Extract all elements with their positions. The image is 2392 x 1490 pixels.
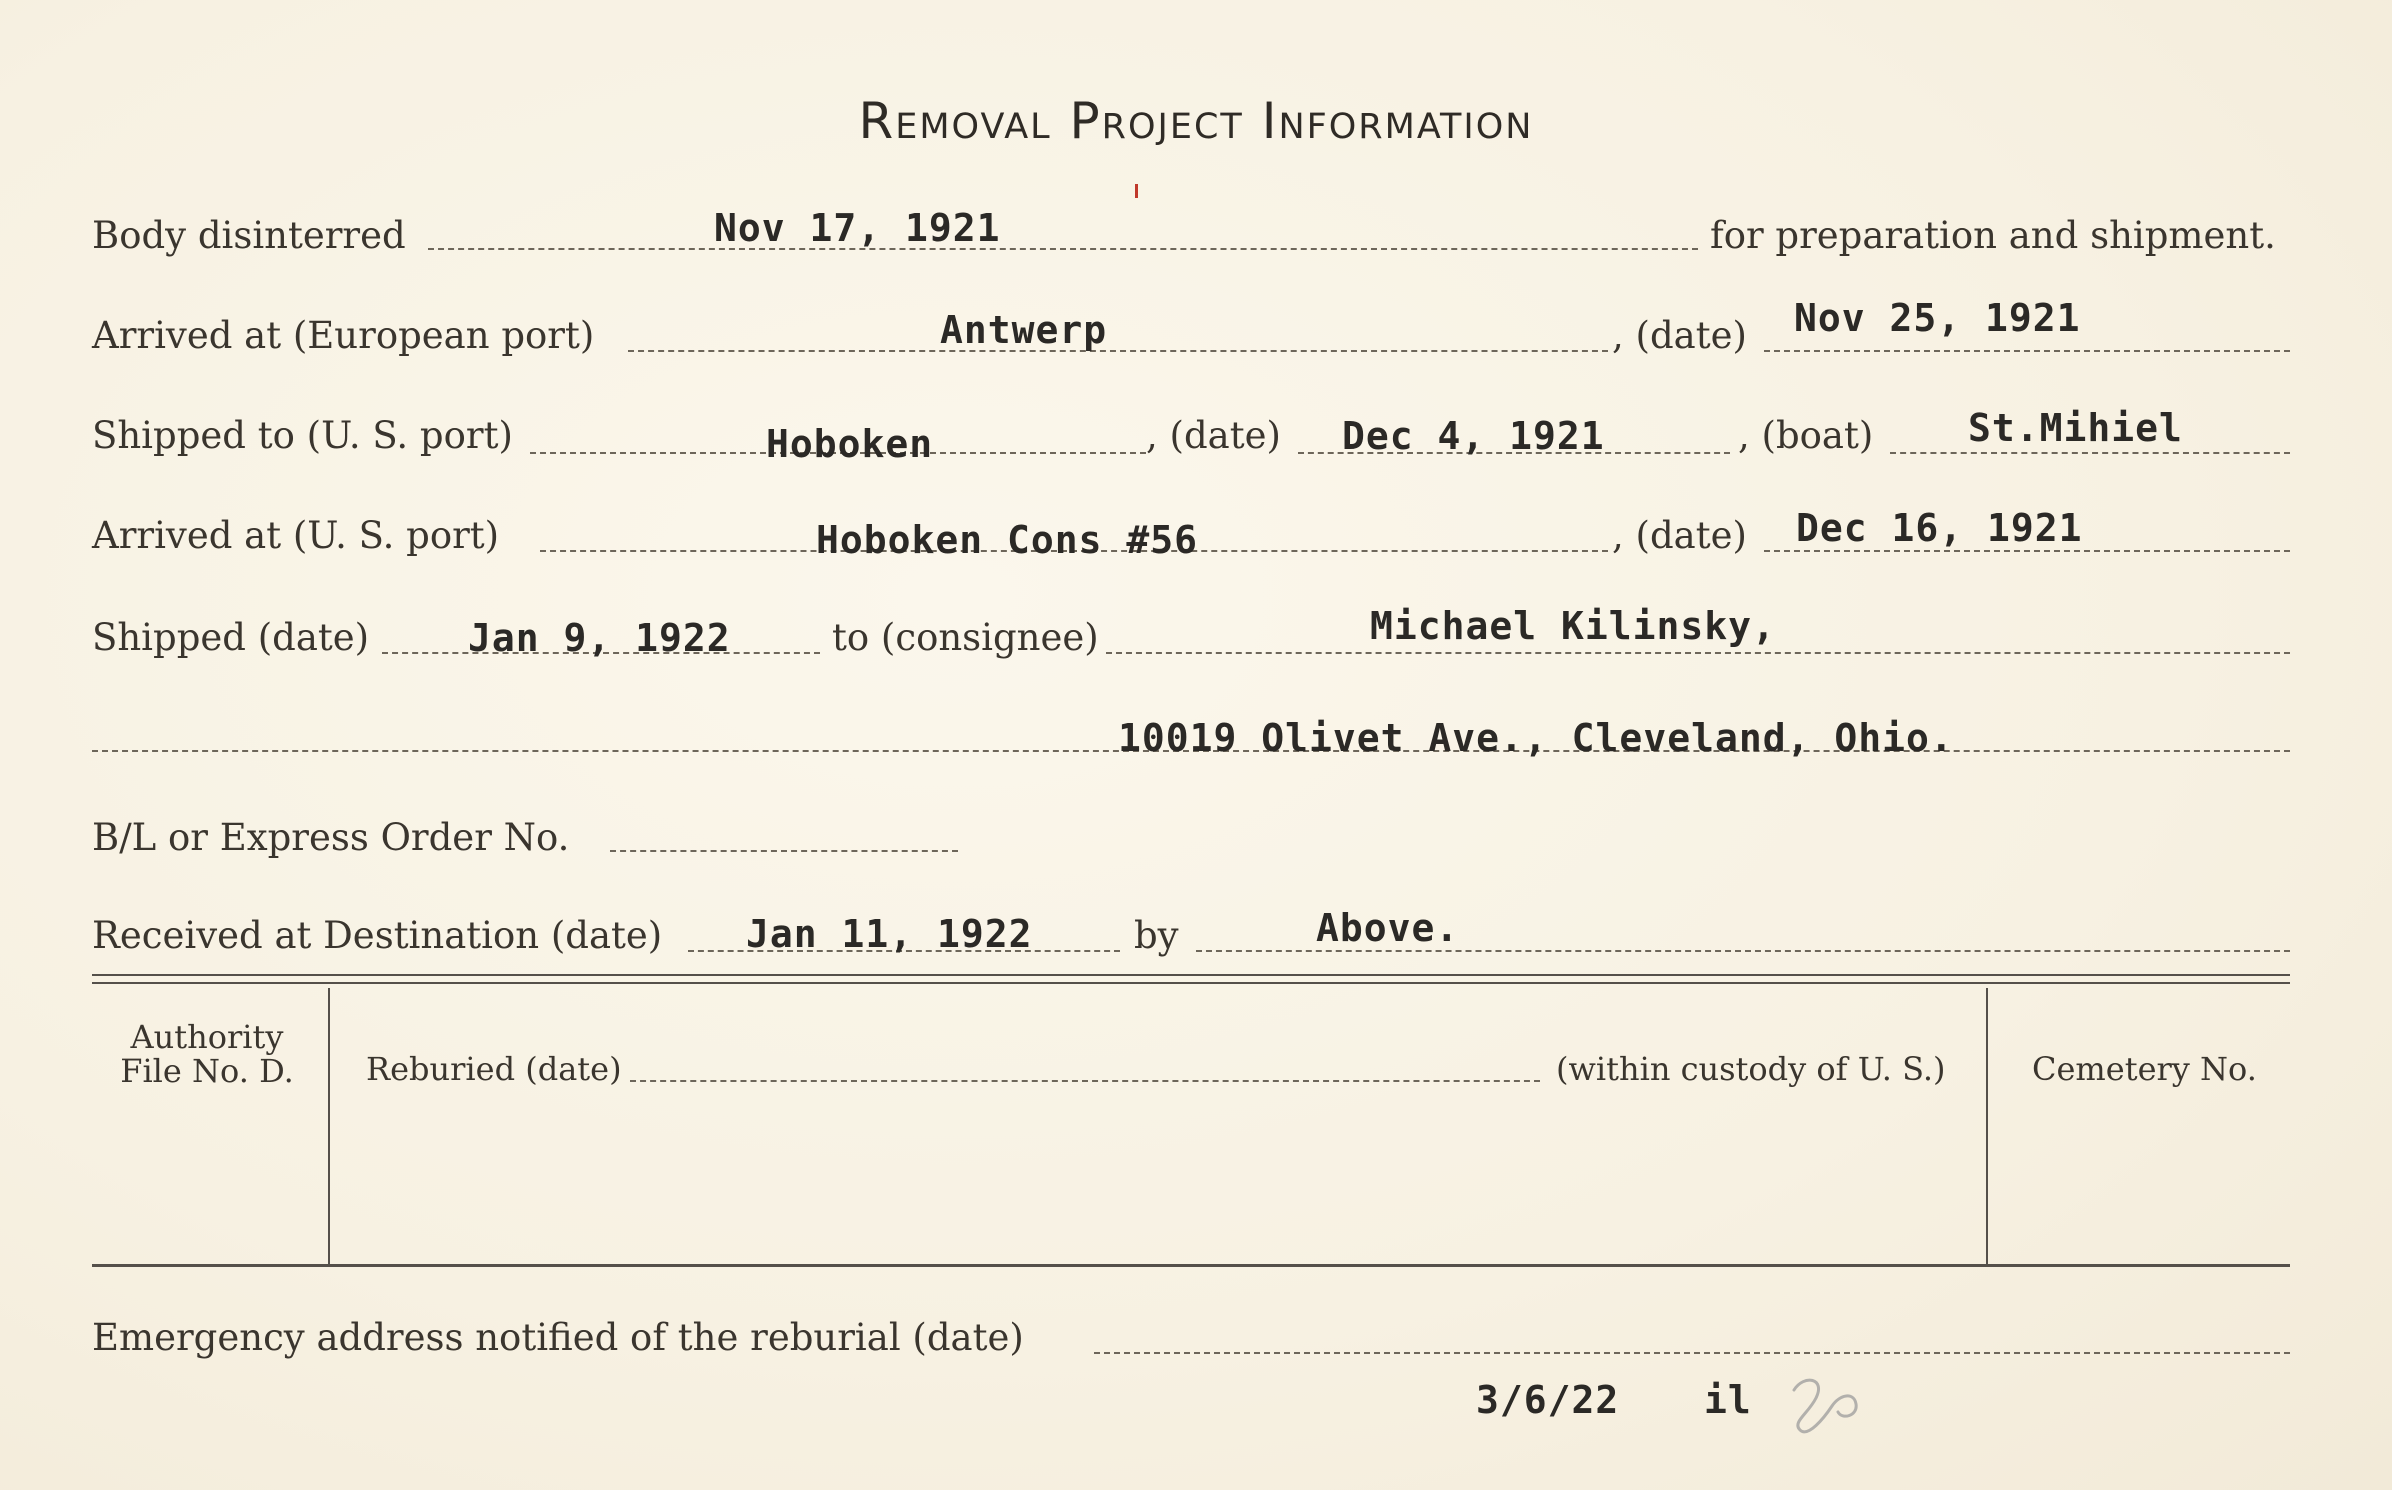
received-value: Jan 11, 1922 [746,912,1033,956]
footer-initials: il [1704,1378,1752,1422]
emergency-label: Emergency address notified of the reburial (date) [92,1316,1024,1359]
custody-label: (within custody of U. S.) [1556,1050,1946,1088]
arrived-us-label: Arrived at (U. S. port) [92,514,500,557]
shipped-date-value: Jan 9, 1922 [468,616,731,660]
emergency-line [1094,1352,2290,1354]
arrived-euro-date-label: , (date) [1612,314,1747,357]
cemetery-label: Cemetery No. [2032,1050,2257,1088]
top-rule-1 [92,974,2290,976]
footer-date-code: 3/6/22 [1476,1378,1620,1422]
consignee-line [1106,652,2290,654]
arrived-euro-label: Arrived at (European port) [92,314,595,357]
arrived-us-date-line [1764,550,2290,552]
reburied-label: Reburied (date) [366,1050,622,1088]
arrived-us-date-label: , (date) [1612,514,1747,557]
received-by-value: Above. [1316,906,1460,950]
red-ink-mark [1135,184,1138,198]
pencil-initials-scribble [1782,1370,1868,1442]
shipped-us-boat-line [1890,452,2290,454]
shipped-us-date-value: Dec 4, 1921 [1342,414,1605,458]
arrived-euro-date-value: Nov 25, 1921 [1794,296,2081,340]
bl-label: B/L or Express Order No. [92,816,570,859]
bottom-rule [92,1264,2290,1267]
arrived-us-value: Hoboken Cons #56 [816,518,1199,562]
top-rule-2 [92,982,2290,984]
received-label: Received at Destination (date) [92,914,663,957]
divider-right [1986,988,1988,1264]
shipped-us-boat-label: , (boat) [1738,414,1874,457]
shipped-date-label: Shipped (date) [92,616,370,659]
received-by-label: by [1134,914,1179,957]
address-value: 10019 Olivet Ave., Cleveland, Ohio. [1118,716,1954,760]
bl-line [610,850,958,852]
divider-left [328,988,330,1264]
shipped-us-label: Shipped to (U. S. port) [92,414,513,457]
received-by-line [1196,950,2290,952]
authority-line2: File No. D. [120,1052,294,1090]
disinterred-line [428,248,1698,250]
consignee-value: Michael Kilinsky, [1370,604,1776,648]
disinterred-label: Body disinterred [92,214,406,257]
shipped-us-value: Hoboken [766,422,934,466]
arrived-us-date-value: Dec 16, 1921 [1796,506,2083,550]
shipped-us-date-label: , (date) [1146,414,1281,457]
arrived-euro-date-line [1764,350,2290,352]
card-title: Removal Project Information [858,92,1534,150]
authority-line1: Authority [130,1018,284,1056]
shipped-us-boat-value: St.Mihiel [1968,406,2183,450]
disinterred-suffix: for preparation and shipment. [1710,214,2276,257]
disinterred-value: Nov 17, 1921 [714,206,1001,250]
consignee-label: to (consignee) [832,616,1099,659]
arrived-euro-line [628,350,1608,352]
reburied-line [630,1080,1540,1082]
arrived-euro-value: Antwerp [940,308,1108,352]
